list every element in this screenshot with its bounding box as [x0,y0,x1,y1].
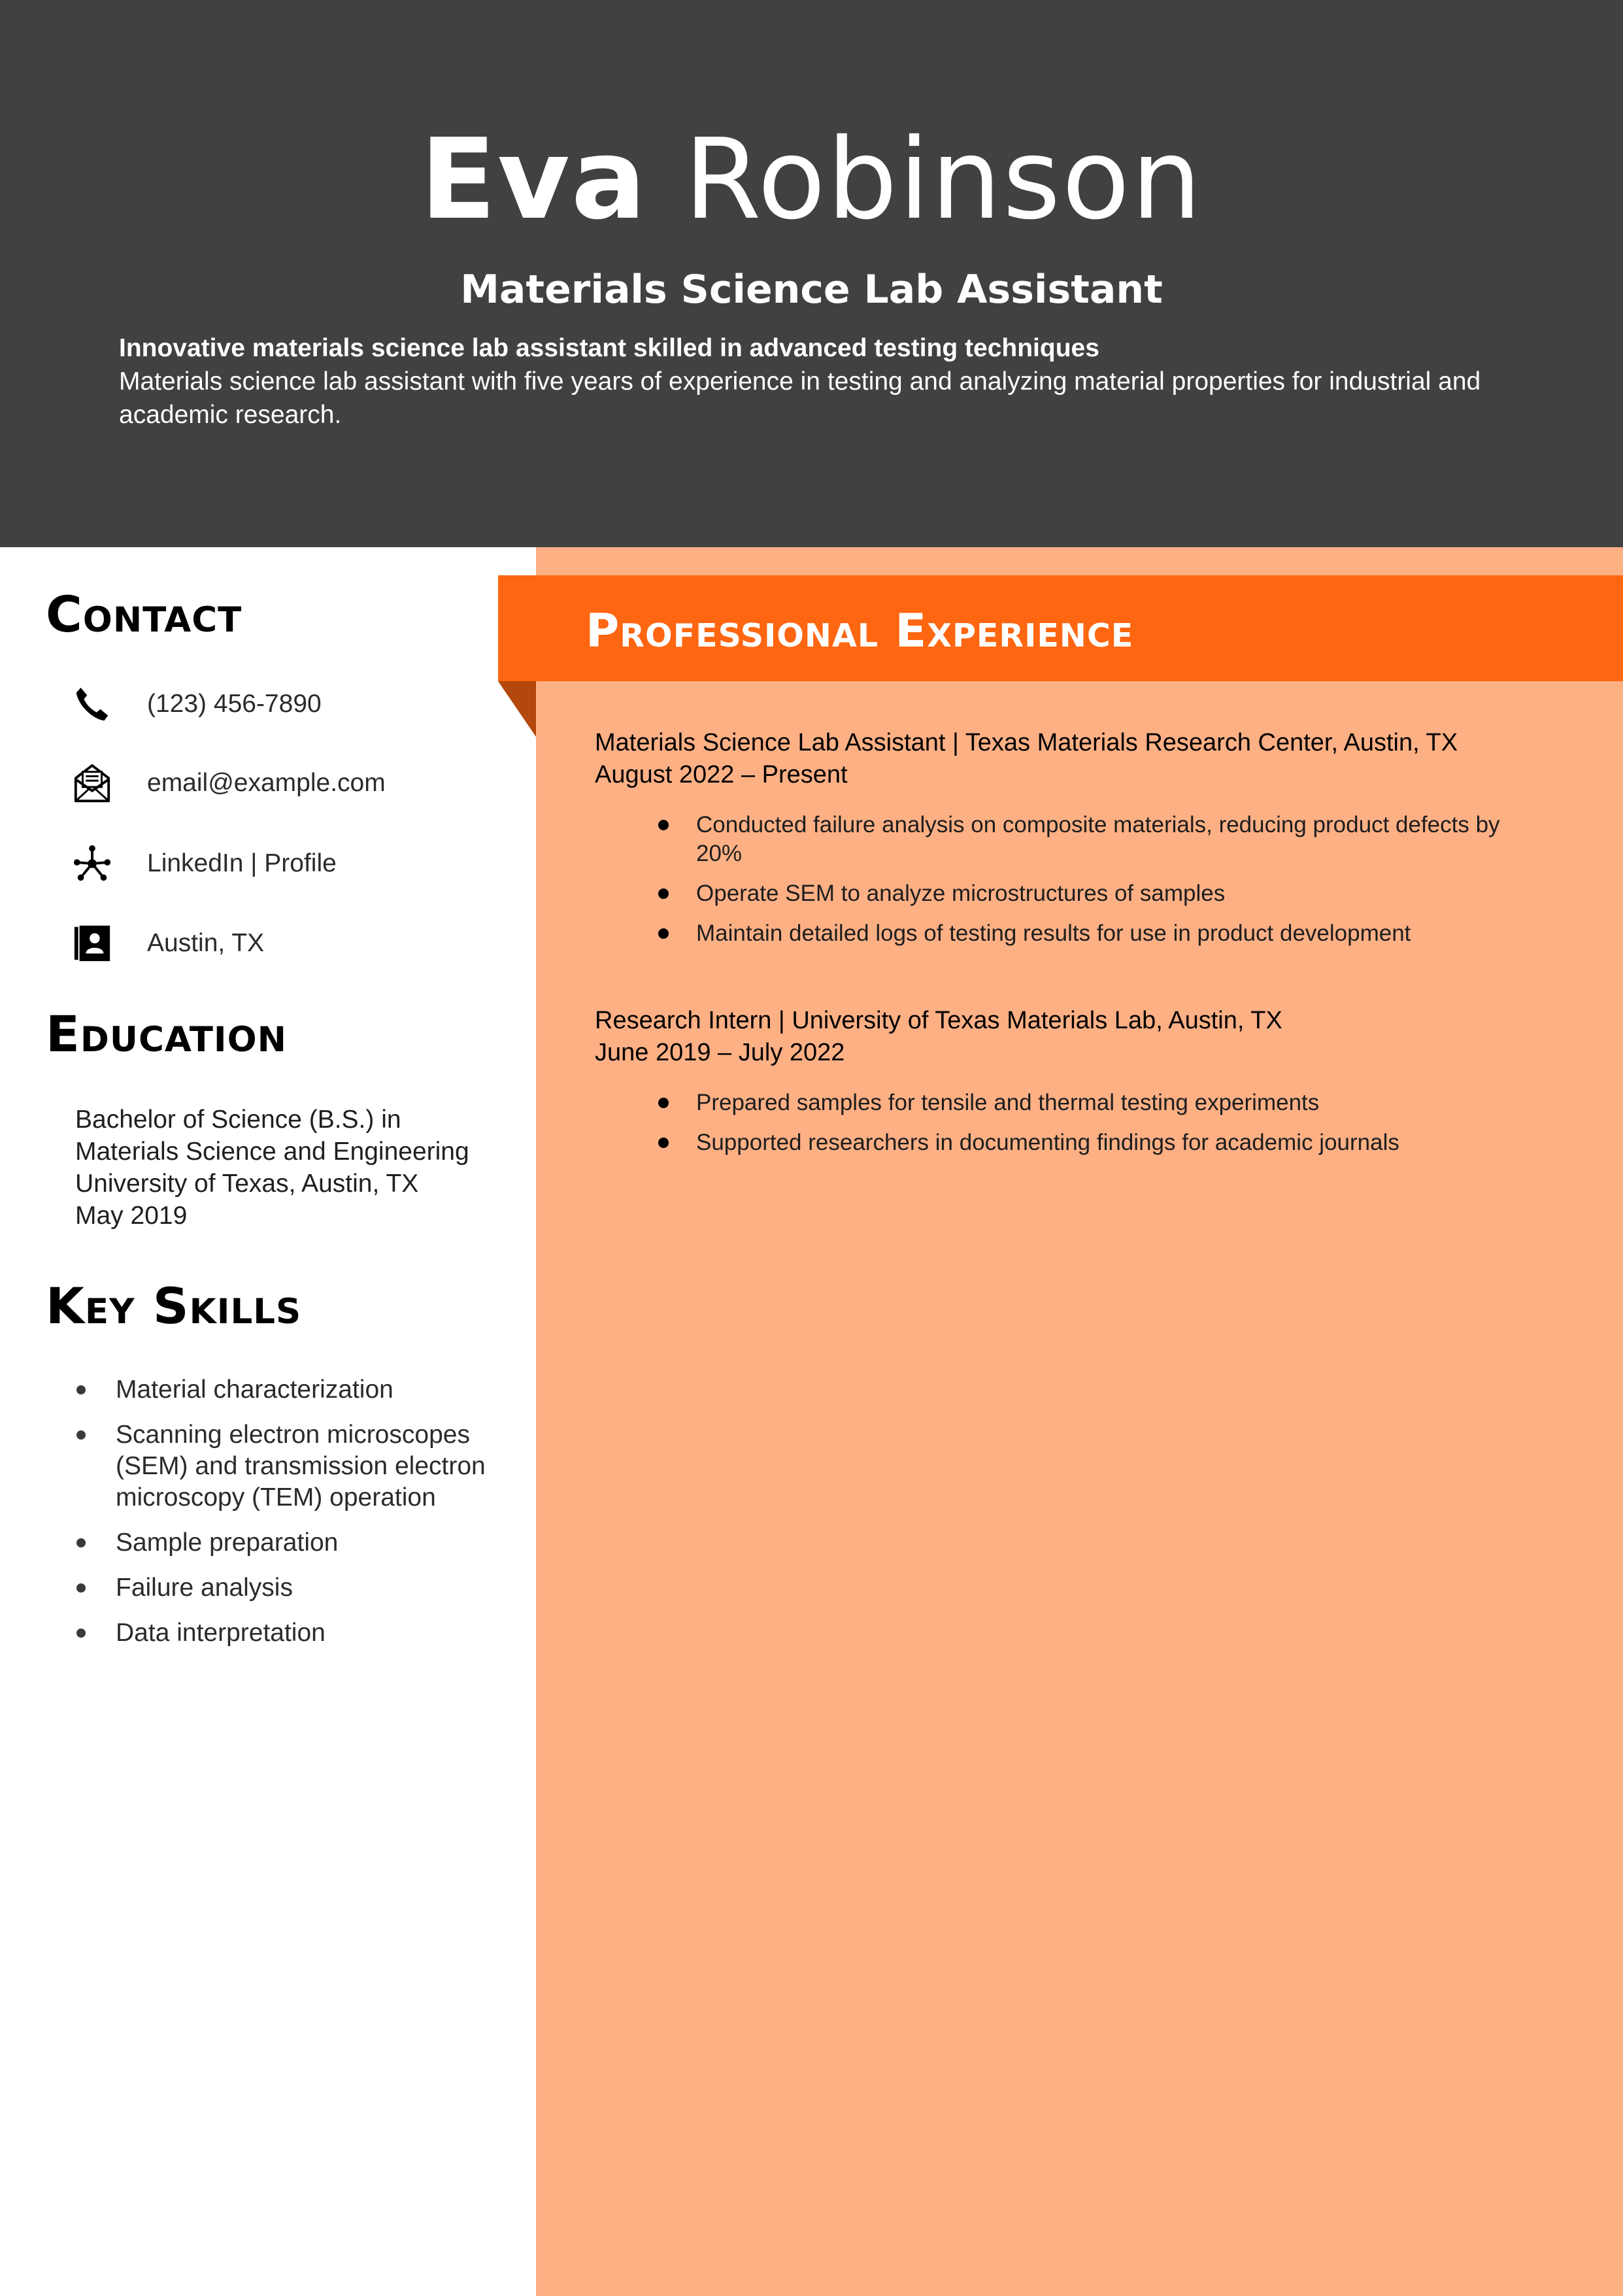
skill-item [75,1374,494,1406]
job-title: Materials Science Lab Assistant [460,267,1163,312]
education-date: May 2019 [75,1202,188,1230]
skills-list [75,1374,494,1663]
contact-email [72,760,490,806]
contact-phone-text: (123) 456-7890 [147,690,322,718]
education-degree: Bachelor of Science (B.S.) in [75,1106,401,1134]
summary-text: Materials science lab assistant with five years of experience in testing and analyzing material properties for industrial and academic research. [119,367,1481,429]
job-entry [595,727,1575,959]
job-bullet [595,811,1546,868]
job-bullet-text: Supported researchers in documenting findings for academic journals [696,1130,1399,1155]
education-major: Materials Science and Engineering [75,1138,469,1166]
job-dates: June 2019 – July 2022 [595,1039,845,1066]
envelope-icon [72,763,112,803]
job-entry [595,1005,1575,1168]
education-title: Education [46,1005,288,1063]
network-icon [72,843,112,884]
job-bullet-text: Operate SEM to analyze microstructures of samples [696,881,1226,906]
skill-item [75,1617,494,1649]
bullet-dot [76,1538,86,1547]
bullet-dot [76,1583,86,1593]
job-bullet [595,879,1546,908]
skills-title: Key Skills [46,1277,302,1335]
contact-linkedin-text[interactable]: LinkedIn | Profile [147,849,337,877]
education-school: University of Texas, Austin, TX [75,1170,419,1198]
job-bullet-text: Maintain detailed logs of testing results for use in product development [696,920,1411,946]
contact-card-icon [72,923,112,964]
skill-text: Scanning electron microscopes (SEM) and transmission electron microscopy (TEM) operation [116,1421,486,1511]
job-heading: Materials Science Lab Assistant | Texas Materials Research Center, Austin, TX [595,729,1458,756]
bullet-dot [658,928,669,939]
job-dates: August 2022 – Present [595,761,848,788]
bullet-dot [658,1138,669,1148]
skill-item [75,1527,494,1559]
phone-icon [72,684,112,724]
candidate-name [0,114,1623,245]
bullet-dot [658,1098,669,1108]
bullet-dot [658,820,669,830]
last-name: Robinson [684,115,1203,245]
skill-item [75,1419,494,1513]
contact-phone [72,681,490,727]
job-heading: Research Intern | University of Texas Materials Lab, Austin, TX [595,1007,1282,1034]
job-bullet-text: Prepared samples for tensile and thermal testing experiments [696,1090,1320,1115]
bullet-dot [658,888,669,899]
job-bullet [595,1089,1546,1117]
skill-item [75,1572,494,1604]
summary-headline: Innovative materials science lab assistant skilled in advanced testing techniques [119,334,1099,362]
bullet-dot [76,1430,86,1440]
contact-linkedin[interactable] [72,841,490,886]
experience-title: Professional Experience [586,604,1134,658]
skill-text: Sample preparation [116,1528,339,1557]
job-bullet [595,919,1546,948]
job-bullet-text: Conducted failure analysis on composite materials, reducing product defects by 20% [696,812,1500,866]
contact-title: Contact [46,585,243,643]
bullet-dot [76,1385,86,1394]
job-bullets [595,1089,1575,1157]
resume-header [0,0,1623,547]
contact-email-text: email@example.com [147,769,386,797]
first-name: Eva [420,115,648,245]
education-entry [75,1104,500,1232]
job-bullets [595,811,1575,948]
bullet-dot [76,1629,86,1638]
banner-fold-shape [498,681,536,737]
skill-text: Data interpretation [116,1619,326,1647]
contact-location-text: Austin, TX [147,929,265,957]
skill-text: Material characterization [116,1376,393,1404]
contact-location [72,920,490,966]
job-bullet [595,1128,1546,1157]
skill-text: Failure analysis [116,1574,293,1602]
